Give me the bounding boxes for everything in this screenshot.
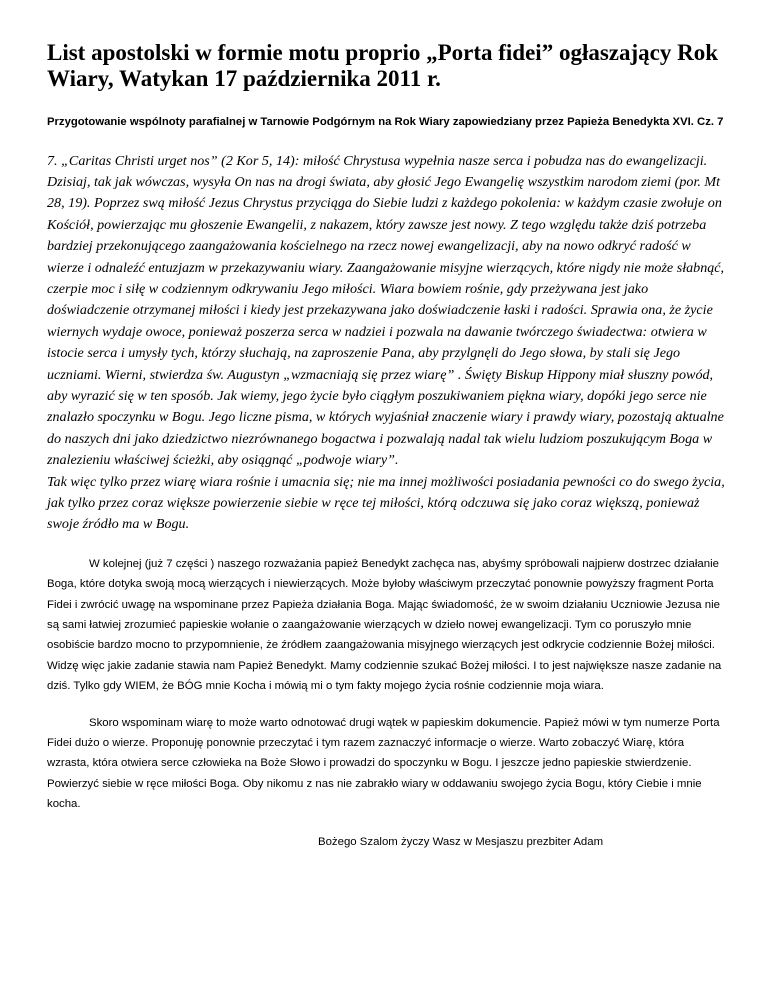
document-subtitle: Przygotowanie wspólnoty parafialnej w Tarnowie Podgórnym na Rok Wiary zapowiedziany przez Papieża Benedykta XVI. Cz. 7 bbox=[47, 116, 724, 128]
commentary-paragraph: Skoro wspominam wiarę to może warto odnotować drugi wątek w papieskim dokumencie. Papież mówi w tym numerze Porta Fidei dużo o wierze. Proponuję ponownie przeczytać i tym razem zaznaczyć informacje o wierze. Warto zobaczyć Wiarę, która wzrasta, która otwiera serce człowieka na Boże Słowo i prowadzi do spoczynku w Bogu. I jeszcze jedno papieskie stwierdzenie. Powierzyć siebie w ręce miłości Boga. Oby nikomu z nas nie zabrakło wiary w oddawaniu swojego życia Bogu, który Ciebie i mnie kocha. bbox=[47, 716, 720, 811]
quote-paragraph: Tak więc tylko przez wiarę wiara rośnie i umacnia się; nie ma innej możliwości posiadania pewności co do swego życia, jak tylko przez coraz większe powierzenie siebie w ręce tej miłości, którą odczuwa się jako coraz większą, ponieważ swoje źródło ma w Bogu. bbox=[47, 473, 725, 533]
quote-paragraph: 7. „Caritas Christi urget nos” (2 Kor 5, 14): miłość Chrystusa wypełnia nasze serca i pobudza nas do ewangelizacji. Dzisiaj, tak jak wówczas, wysyła On nas na drogi świata, aby głosić Jego Ewangelię wszystkim narodom ziemi (por. Mt 28, 19). Poprzez swą miłość Jezus Chrystus przyciąga do Siebie ludzi z każdego pokolenia: w każdym czasie zwołuje on Kościół, powierzając mu głoszenie Ewangelii, z nakazem, który zawsze jest nowy. Z tego względu także dziś potrzeba bardziej przekonującego zaangażowania kościelnego na rzecz nowej ewangelizacji, aby na nowo odkryć radość w wierze i odnaleźć entuzjazm w przekazywaniu wiary. Zaangażowanie misyjne wierzących, które nigdy nie może słabnąć, czerpie moc i siłę w codziennym odkrywaniu Jego miłości. Wiara bowiem rośnie, gdy przeżywana jest jako doświadczenie otrzymanej miłości i kiedy jest przekazywana jako doświadczenie łaski i radości. Sprawia ona, że życie wiernych wydaje owoce, ponieważ poszerza serca w nadziei i pozwala na dawanie twórczego świadectwa: otwiera w istocie serca i umysły tych, którzy słuchają, na zaproszenie Pana, aby przylgnęli do Jego słowa, by stali się Jego uczniami. Wierni, stwierdza św. Augustyn „wzmacniają się przez wiarę” . Święty Biskup Hippony miał słuszny powód, aby wyrazić się w ten sposób. Jak wiemy, jego życie było ciągłym poszukiwaniem piękna wiary, dopóki jego serce nie znalazło spoczynku w Bogu. Jego liczne pisma, w których wyjaśniał znaczenie wiary i prawdy wiary, pozostają aktualne do naszych dni jako dziedzictwo niezrównanego bogactwa i pozwalają nadal tak wielu ludziom poszukującym Boga w znalezieniu właściwej ścieżki, aby osiągnąć „podwoje wiary”. bbox=[47, 152, 725, 469]
signature: Bożego Szalom życzy Wasz w Mesjaszu prezbiter Adam bbox=[318, 835, 604, 848]
document-title: List apostolski w formie motu proprio „Porta fidei” ogłaszający Rok Wiary, Watykan 17 października 2011 r. bbox=[47, 40, 719, 91]
document-page bbox=[47, 40, 727, 852]
quoted-excerpt bbox=[47, 151, 727, 536]
commentary-paragraph: W kolejnej (już 7 części ) naszego rozważania papież Benedykt zachęca nas, abyśmy spróbowali najpierw dostrzec działanie Boga, które dotyka swoją mocą wierzących i niewierzących. Może byłoby właściwym przeczytać ponownie powyższy fragment Porta Fidei i zwrócić uwagę na wspominane przez Papieża działania Boga. Mając świadomość, że w swoim działaniu Uczniowie Jezusa nie są sami łatwiej zrozumieć papieskie wołanie o zaangażowanie wierzących w dzieło nowej ewangelizacji. Tym co poruszyło mnie osobiście bardzo mocno to przypomnienie, że źródłem zaangażowania misyjnego wierzących jest odkrycie codziennie Bożej miłości. Widzę więc jakie zadanie stawia nam Papież Benedykt. Mamy codziennie szukać Bożej miłości. I to jest największe nasze zadanie na dziś. Tylko gdy WIEM, że BÓG mnie Kocha i mówią mi o tym fakty mojego życia rośnie codziennie moja wiara. bbox=[47, 557, 722, 693]
